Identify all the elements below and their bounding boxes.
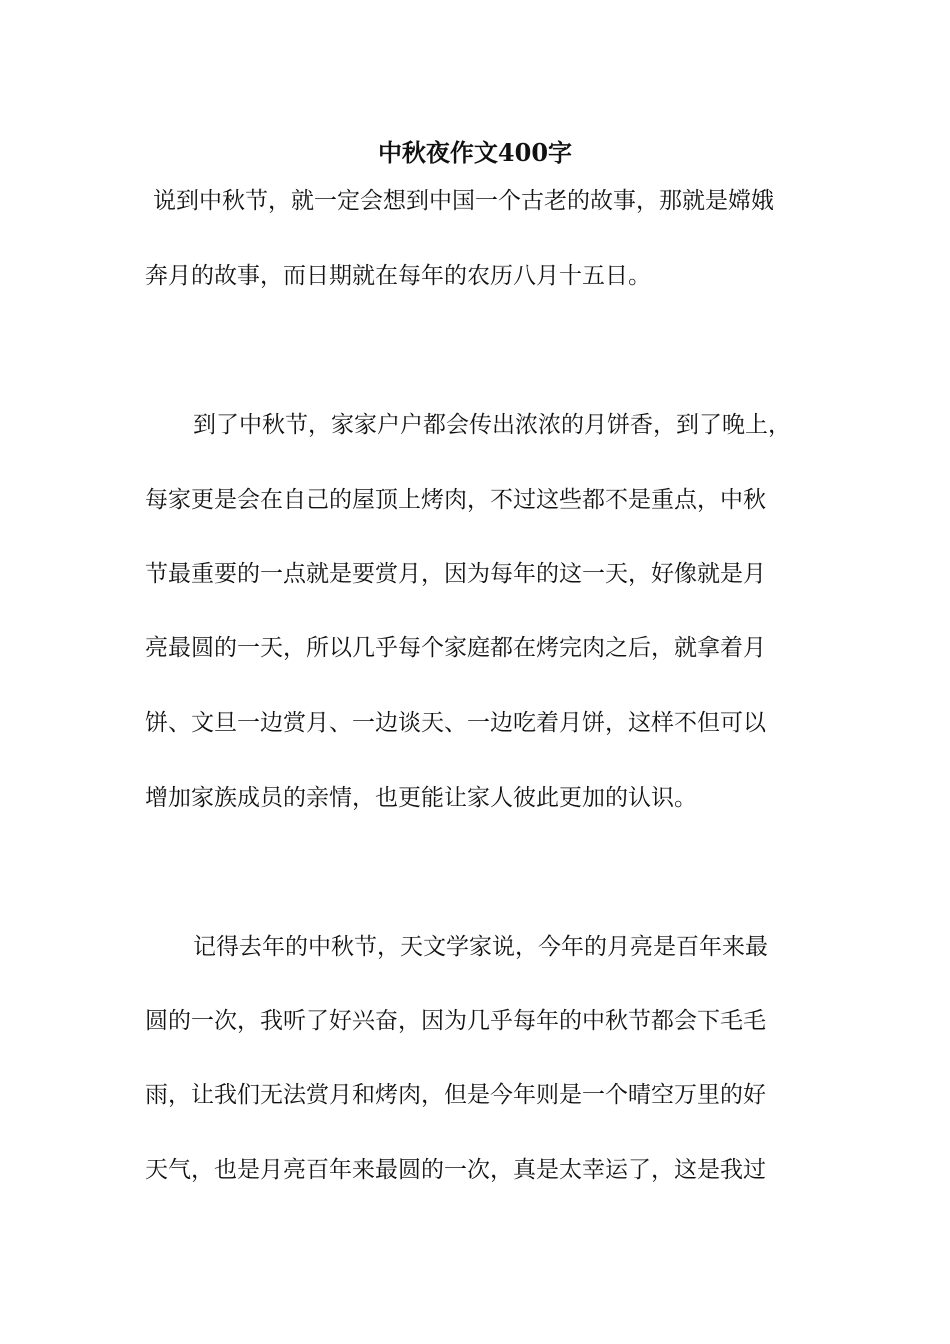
paragraph-2-line-5: 饼、文旦一边赏月、一边谈天、一边吃着月饼，这样不但可以: [145, 710, 766, 736]
paragraph-2-line-2: 每家更是会在自己的屋顶上烤肉，不过这些都不是重点，中秋: [145, 487, 766, 513]
paragraph-3-line-2: 圆的一次，我听了好兴奋，因为几乎每年的中秋节都会下毛毛: [145, 1008, 766, 1034]
paragraph-1-line-2: 奔月的故事，而日期就在每年的农历八月十五日。: [145, 263, 651, 289]
paragraph-1-line-1: 说到中秋节，就一定会想到中国一个古老的故事，那就是嫦娥: [153, 188, 774, 214]
paragraph-3-line-4: 天气，也是月亮百年来最圆的一次，真是太幸运了，这是我过: [145, 1157, 766, 1183]
paragraph-2-line-1: 到了中秋节，家家户户都会传出浓浓的月饼香，到了晚上，: [193, 412, 791, 438]
paragraph-2-line-6: 增加家族成员的亲情，也更能让家人彼此更加的认识。: [145, 785, 697, 811]
paragraph-3-line-1: 记得去年的中秋节，天文学家说，今年的月亮是百年来最: [193, 934, 768, 960]
paragraph-2-line-3: 节最重要的一点就是要赏月，因为每年的这一天，好像就是月: [145, 561, 766, 587]
paragraph-2-line-4: 亮最圆的一天，所以几乎每个家庭都在烤完肉之后，就拿着月: [145, 635, 766, 661]
document-title: 中秋夜作文400字: [377, 138, 573, 167]
paragraph-3-line-3: 雨，让我们无法赏月和烤肉，但是今年则是一个晴空万里的好: [145, 1082, 766, 1108]
